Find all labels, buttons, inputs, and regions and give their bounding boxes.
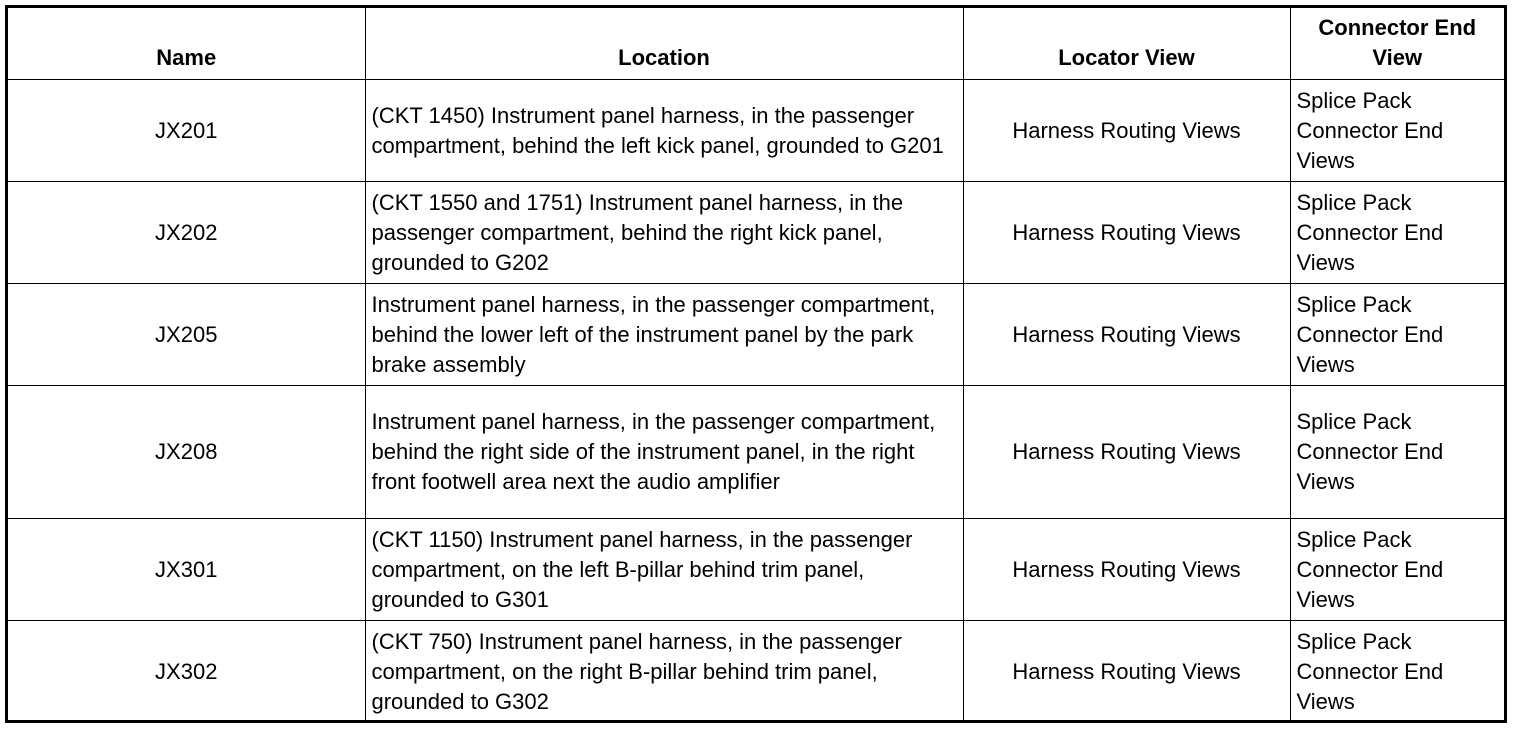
header-locator-view: Locator View [963,8,1290,80]
splice-table [8,8,1504,723]
cell-locator-view: Harness Routing Views [963,621,1290,723]
cell-location: Instrument panel harness, in the passenger compartment, behind the right side of the instrument panel, in the right front footwell area next the audio amplifier [365,386,963,519]
table-row [8,80,1504,182]
cell-location: (CKT 1150) Instrument panel harness, in the passenger compartment, on the left B-pillar behind trim panel, grounded to G301 [365,519,963,621]
cell-location: (CKT 1550 and 1751) Instrument panel harness, in the passenger compartment, behind the right kick panel, grounded to G202 [365,182,963,284]
cell-connector-end-view: Splice Pack Connector End Views [1290,182,1504,284]
header-location: Location [365,8,963,80]
cell-locator-view: Harness Routing Views [963,386,1290,519]
table-row [8,182,1504,284]
header-connector-end-view: Connector End View [1290,8,1504,80]
cell-connector-end-view: Splice Pack Connector End Views [1290,386,1504,519]
cell-name: JX201 [8,80,365,182]
header-row [8,8,1504,80]
cell-name: JX205 [8,284,365,386]
cell-locator-view: Harness Routing Views [963,80,1290,182]
header-name: Name [8,8,365,80]
cell-locator-view: Harness Routing Views [963,284,1290,386]
cell-connector-end-view: Splice Pack Connector End Views [1290,621,1504,723]
cell-connector-end-view: Splice Pack Connector End Views [1290,80,1504,182]
table-row [8,621,1504,723]
cell-locator-view: Harness Routing Views [963,182,1290,284]
cell-connector-end-view: Splice Pack Connector End Views [1290,519,1504,621]
cell-name: JX302 [8,621,365,723]
cell-location: Instrument panel harness, in the passenger compartment, behind the lower left of the instrument panel by the park brake assembly [365,284,963,386]
table-row [8,519,1504,621]
cell-name: JX301 [8,519,365,621]
cell-name: JX202 [8,182,365,284]
table-row [8,386,1504,519]
cell-connector-end-view: Splice Pack Connector End Views [1290,284,1504,386]
cell-locator-view: Harness Routing Views [963,519,1290,621]
cell-location: (CKT 750) Instrument panel harness, in the passenger compartment, on the right B-pillar behind trim panel, grounded to G302 [365,621,963,723]
cell-location: (CKT 1450) Instrument panel harness, in the passenger compartment, behind the left kick panel, grounded to G201 [365,80,963,182]
cell-name: JX208 [8,386,365,519]
table-row [8,284,1504,386]
splice-table-container [5,5,1507,723]
